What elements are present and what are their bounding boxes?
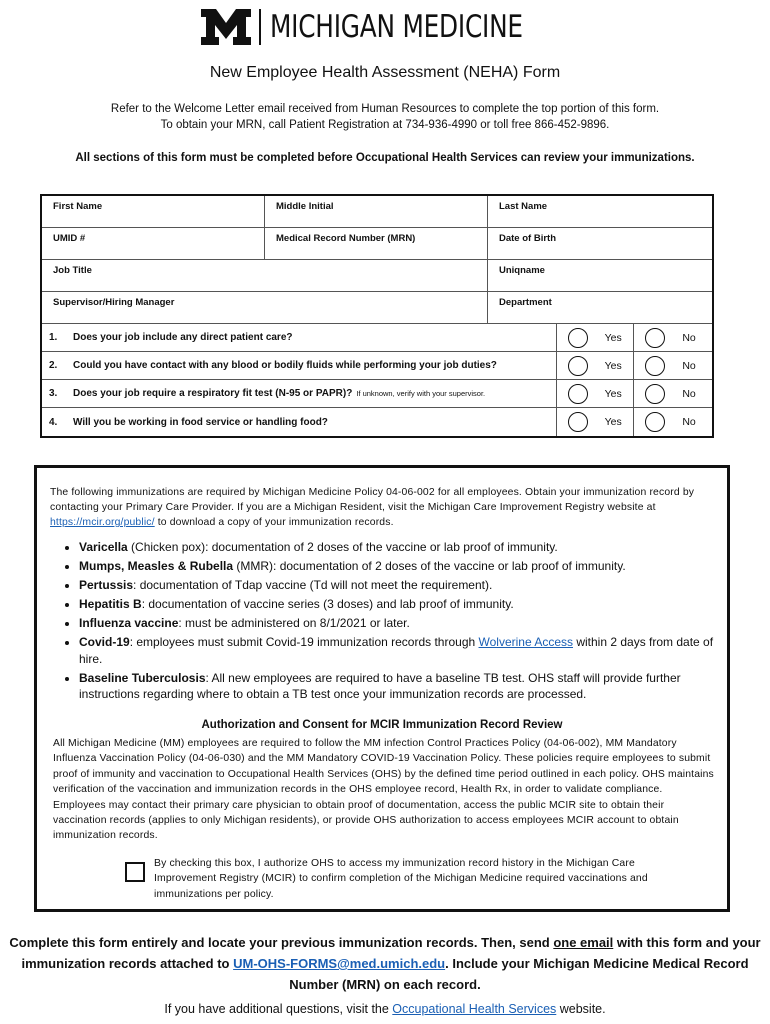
radio-circle-icon[interactable] [568, 412, 588, 432]
ohs-email-link[interactable]: UM-OHS-FORMS@med.umich.edu [233, 956, 446, 971]
item-name: Mumps, Measles & Rubella [79, 559, 234, 573]
no-label: No [682, 416, 696, 428]
question-text [42, 380, 557, 407]
item-name: Varicella [79, 540, 128, 554]
yes-label: Yes [604, 387, 622, 400]
item-text-end: within 2 days from date of hire. [79, 635, 714, 666]
list-item [79, 558, 739, 575]
question-note: If unknown, verify with your supervisor. [356, 389, 486, 398]
q1-yes-option[interactable] [557, 324, 635, 351]
item-text: : must be administered on 8/1/2021 or later. [178, 616, 410, 630]
question-row [42, 380, 712, 408]
item-name: Covid-19 [79, 635, 130, 649]
question-number: 1. [49, 332, 58, 343]
dob-field[interactable]: Date of Birth [499, 233, 556, 244]
q4-yes-option[interactable] [557, 408, 635, 436]
question-row [42, 352, 712, 380]
job-title-field[interactable]: Job Title [42, 260, 488, 291]
intro-text [0, 101, 770, 133]
mrn-field[interactable]: Medical Record Number (MRN) [265, 228, 488, 259]
question-label: Does your job include any direct patient care? [73, 332, 293, 343]
radio-circle-icon[interactable] [645, 328, 665, 348]
michigan-medicine-logo [0, 8, 770, 46]
radio-circle-icon[interactable] [645, 412, 665, 432]
question-text [42, 324, 557, 351]
one-email-emphasis: one email [553, 935, 614, 950]
radio-circle-icon[interactable] [645, 384, 665, 404]
intro-line-2: To obtain your MRN, call Patient Registration at 734-936-4990 or toll free 866-452-9896. [160, 119, 610, 131]
submission-instructions [0, 932, 770, 995]
item-text: : documentation of vaccine series (3 doses) and lab proof of immunity. [141, 597, 514, 611]
visit-post: website. [556, 1002, 606, 1016]
logo-divider [259, 9, 261, 45]
list-item [79, 577, 739, 594]
list-item [79, 596, 739, 613]
q4-no-option[interactable] [634, 408, 712, 436]
item-text: : documentation of Tdap vaccine (Td will not meet the requirement). [133, 578, 493, 592]
must-complete-notice: All sections of this form must be completed before Occupational Health Services can review your immunizations. [75, 152, 695, 164]
question-label: Could you have contact with any blood or bodily fluids while performing your job duties? [73, 360, 497, 371]
question-text [42, 352, 557, 379]
q3-no-option[interactable] [634, 380, 712, 407]
department-field[interactable]: Department [499, 297, 552, 308]
item-text: (Chicken pox): documentation of 2 doses of the vaccine or lab proof of immunity. [127, 540, 558, 554]
middle-initial-field[interactable]: Middle Initial [265, 196, 488, 227]
list-item [79, 615, 739, 632]
immunization-intro [50, 485, 718, 530]
q3-yes-option[interactable] [557, 380, 635, 407]
question-number: 2. [49, 360, 58, 371]
last-name-field[interactable]: Last Name [499, 201, 548, 212]
info-row-name [42, 196, 712, 228]
item-text: (MMR): documentation of 2 doses of the vaccine or lab proof of immunity. [233, 559, 626, 573]
first-name-field[interactable]: First Name [42, 196, 265, 227]
info-row-supervisor [42, 292, 712, 324]
mcir-link[interactable]: https://mcir.org/public/ [50, 517, 155, 528]
item-text: : employees must submit Covid-19 immunization records through [129, 635, 479, 649]
yes-label: Yes [604, 331, 622, 344]
question-text [42, 408, 557, 436]
q1-no-option[interactable] [634, 324, 712, 351]
radio-circle-icon[interactable] [568, 356, 588, 376]
yes-label: Yes [604, 359, 622, 372]
immunization-intro-end: to download a copy of your immunization records. [154, 517, 394, 528]
no-label: No [682, 387, 696, 400]
info-row-job [42, 260, 712, 292]
item-name: Pertussis [79, 578, 134, 592]
immunization-requirements-list [57, 539, 739, 705]
question-row [42, 324, 712, 352]
item-name: Influenza vaccine [79, 616, 179, 630]
radio-circle-icon[interactable] [568, 384, 588, 404]
question-number: 4. [49, 416, 58, 428]
q2-no-option[interactable] [634, 352, 712, 379]
wolverine-access-link[interactable]: Wolverine Access [478, 635, 573, 649]
question-row [42, 408, 712, 436]
consent-text: By checking this box, I authorize OHS to access my immunization record history in the Michigan Care Improvement Registry (MCIR) to confirm completion of the Michigan Medicine required vaccinations and immunizations per policy. [154, 858, 648, 900]
info-row-ids [42, 228, 712, 260]
yes-label: Yes [604, 416, 622, 428]
authorization-text: All Michigan Medicine (MM) employees are required to follow the MM infection Control Practices Policy (04-06-002), MM Mandatory Influenza Vaccination Policy (04-06-030) and the MM Mandatory COVID-19 Vaccination Policy. These policies require employees to submit proof of immunity and vaccination to Occupational Health Services (OHS) by the defined time period outlined in each policy. OHS maintains verification of the vaccination and immunization records in the OHS employee record, Health Rx, in order to validate compliance. Employees may contact their primary care physician to obtain proof of documentation, access the public MCIR site to obtain their vaccination records (applies to only Michigan residents), or provide OHS authorization to access employees MCIR account to obtain immunization records. [53, 738, 714, 842]
list-item [79, 634, 739, 667]
radio-circle-icon[interactable] [568, 328, 588, 348]
instructions-part-1: Complete this form entirely and locate your previous immunization records. Then, send [9, 935, 554, 950]
ohs-website-link[interactable]: Occupational Health Services [392, 1002, 557, 1016]
consent-checkbox[interactable] [125, 862, 145, 882]
question-number: 3. [49, 388, 58, 399]
question-label: Will you be working in food service or handling food? [73, 416, 328, 428]
visit-website-note [0, 1002, 770, 1016]
brand-name: MICHIGAN MEDICINE [269, 9, 523, 45]
radio-circle-icon[interactable] [645, 356, 665, 376]
item-name: Baseline Tuberculosis [79, 670, 206, 685]
q2-yes-option[interactable] [557, 352, 635, 379]
umid-field[interactable]: UMID # [42, 228, 265, 259]
form-title: New Employee Health Assessment (NEHA) Form [209, 64, 561, 81]
list-item [79, 670, 739, 703]
immunization-intro-text: The following immunizations are required by Michigan Medicine Policy 04-06-002 for all employees. Obtain your immunization record by contacting your Primary Care Provider. If you are a Michigan Resident, visit the Michigan Care Improvement Registry website at [50, 487, 695, 513]
question-label: Does your job require a respiratory fit test (N-95 or PAPR)? [73, 388, 353, 399]
list-item [79, 539, 739, 556]
intro-line-1: Refer to the Welcome Letter email received from Human Resources to complete the top portion of this form. [110, 103, 660, 115]
uniqname-field[interactable]: Uniqname [499, 265, 545, 276]
block-m-logo-icon [201, 9, 251, 45]
no-label: No [682, 331, 696, 344]
item-name: Hepatitis B [79, 597, 142, 611]
instructions-part-3: . Include your Michigan Medicine Medical Record Number (MRN) on each record. [289, 956, 749, 992]
instructions-part-2: with this form and your immunization records attached to [21, 935, 761, 971]
employee-info-table [40, 194, 714, 438]
immunization-section [34, 465, 730, 912]
visit-pre: If you have additional questions, visit the [164, 1002, 393, 1016]
supervisor-field[interactable]: Supervisor/Hiring Manager [42, 292, 488, 323]
no-label: No [682, 359, 696, 372]
item-text: : All new employees are required to have a baseline TB test. OHS staff will provide further instructions regarding where to obtain a TB test once your immunization records are processed. [79, 670, 681, 701]
authorization-heading: Authorization and Consent for MCIR Immunization Record Review [201, 719, 563, 731]
